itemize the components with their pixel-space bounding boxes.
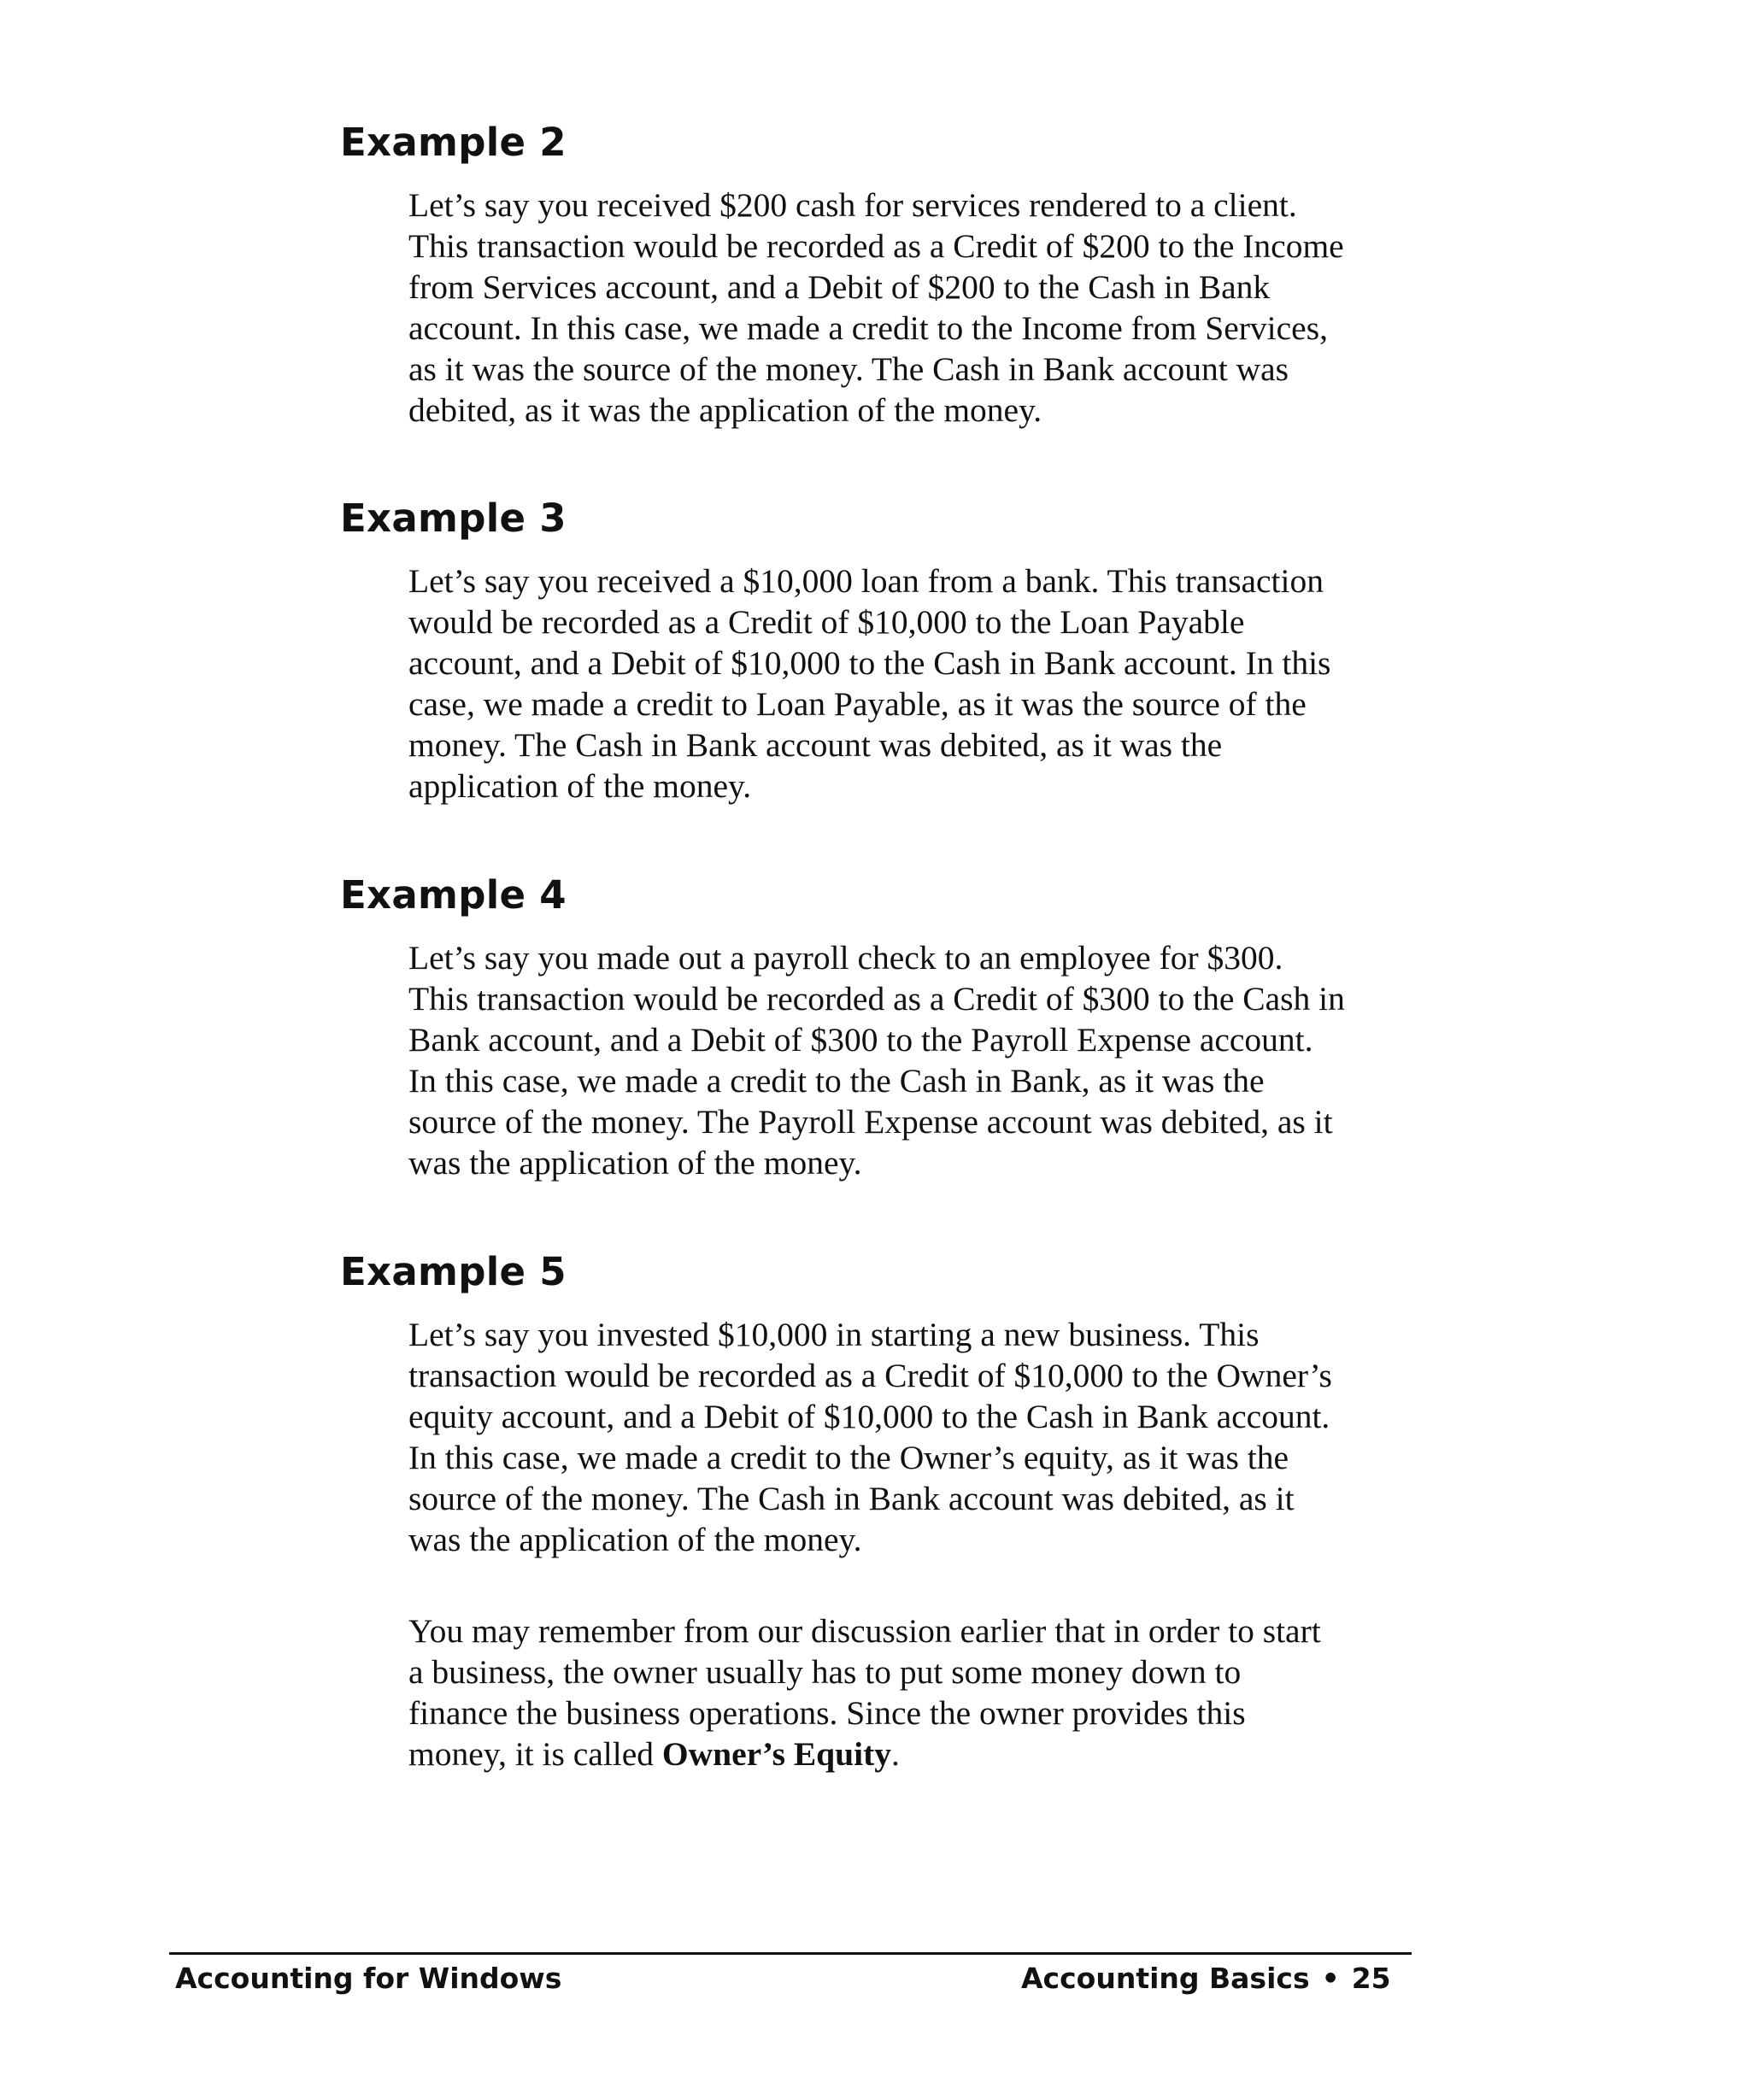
- body-line: would be recorded as a Credit of $10,000 to the Loan Payable: [408, 603, 1245, 641]
- body-line: account. In this case, we made a credit to the Income from Services,: [408, 309, 1328, 347]
- body-line: Let’s say you received a $10,000 loan from a bank. This transaction: [408, 562, 1324, 600]
- bullet-separator-icon: •: [1321, 1962, 1340, 1995]
- footer-chapter-title: Accounting Basics: [1021, 1962, 1310, 1995]
- section-body-example-4: [408, 937, 1434, 1183]
- body-line: Bank account, and a Debit of $300 to the Payroll Expense account.: [408, 1021, 1313, 1059]
- section-heading-example-2: Example 2: [340, 120, 567, 165]
- body-line: was the application of the money.: [408, 1521, 862, 1558]
- section-body-example-3: [408, 560, 1434, 807]
- body-line: This transaction would be recorded as a Credit of $200 to the Income: [408, 227, 1344, 265]
- body-line: application of the money.: [408, 767, 752, 805]
- footer-chapter-and-page: [1021, 1962, 1391, 1996]
- closing-suffix: .: [891, 1735, 900, 1773]
- body-line: account, and a Debit of $10,000 to the Cash in Bank account. In this: [408, 644, 1331, 682]
- body-line: Let’s say you invested $10,000 in starting a new business. This: [408, 1316, 1260, 1353]
- body-line: source of the money. The Payroll Expense account was debited, as it: [408, 1103, 1333, 1141]
- body-line: Let’s say you received $200 cash for services rendered to a client.: [408, 186, 1297, 224]
- section-heading-example-5: Example 5: [340, 1249, 567, 1294]
- body-line: a business, the owner usually has to put some money down to: [408, 1653, 1242, 1691]
- section-heading-example-3: Example 3: [340, 496, 567, 541]
- body-line: transaction would be recorded as a Credit of $10,000 to the Owner’s: [408, 1357, 1332, 1394]
- body-line: from Services account, and a Debit of $200 to the Cash in Bank: [408, 268, 1271, 306]
- body-line: as it was the source of the money. The Cash in Bank account was: [408, 350, 1289, 388]
- footer-book-title: Accounting for Windows: [175, 1962, 562, 1995]
- body-line: money. The Cash in Bank account was debited, as it was the: [408, 726, 1223, 764]
- section-heading-example-4: Example 4: [340, 872, 567, 918]
- body-line: In this case, we made a credit to the Cash in Bank, as it was the: [408, 1062, 1265, 1100]
- body-line: case, we made a credit to Loan Payable, as it was the source of the: [408, 685, 1307, 723]
- body-line: equity account, and a Debit of $10,000 to the Cash in Bank account.: [408, 1398, 1330, 1435]
- owners-equity-term: Owner’s Equity: [661, 1735, 891, 1773]
- body-line: You may remember from our discussion earlier that in order to start: [408, 1612, 1321, 1650]
- body-line-last: [408, 1733, 1434, 1774]
- body-line: was the application of the money.: [408, 1144, 862, 1182]
- page-number: 25: [1351, 1962, 1391, 1995]
- body-line: Let’s say you made out a payroll check to an employee for $300.: [408, 939, 1283, 977]
- closing-prefix: money, it is called: [408, 1735, 662, 1773]
- body-line: source of the money. The Cash in Bank account was debited, as it: [408, 1480, 1295, 1517]
- footer-divider: [169, 1952, 1412, 1955]
- body-line: In this case, we made a credit to the Owner’s equity, as it was the: [408, 1439, 1289, 1476]
- body-line: finance the business operations. Since the owner provides this: [408, 1694, 1246, 1732]
- section-body-example-5: [408, 1314, 1434, 1560]
- section-body-example-2: [408, 185, 1434, 431]
- closing-paragraph: [408, 1610, 1434, 1774]
- body-line: This transaction would be recorded as a Credit of $300 to the Cash in: [408, 980, 1345, 1018]
- body-line: debited, as it was the application of the money.: [408, 391, 1042, 429]
